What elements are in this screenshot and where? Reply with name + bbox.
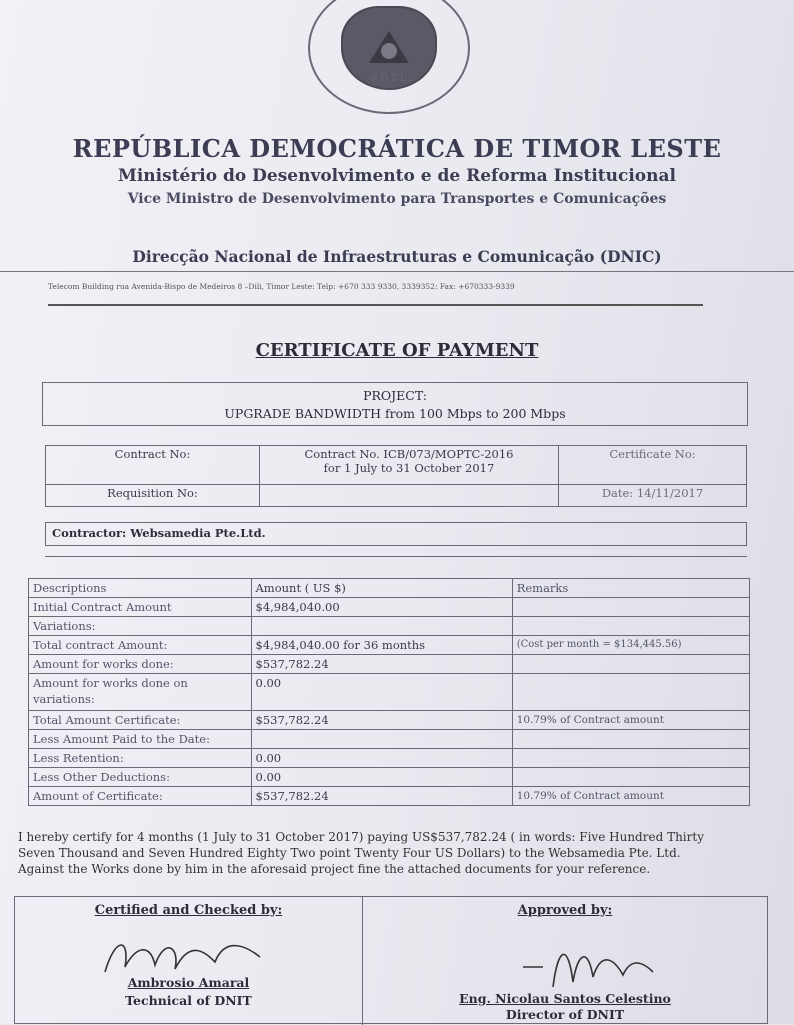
contractor-field: Contractor: Websamedia Pte.Ltd. <box>45 522 747 546</box>
row-amount: $4,984,040.00 for 36 months <box>251 636 512 655</box>
header-remarks: Remarks <box>512 579 749 598</box>
approved-by-heading: Approved by: <box>517 903 613 918</box>
payment-table <box>28 578 750 806</box>
row-description: Less Amount Paid to the Date: <box>29 730 252 749</box>
signature-right-icon <box>513 937 663 992</box>
contractor-divider <box>45 556 747 557</box>
address-divider <box>48 304 703 306</box>
row-amount: $537,782.24 <box>251 787 512 806</box>
row-remarks: 10.79% of Contract amount <box>512 787 749 806</box>
approved-by-section <box>363 897 767 1025</box>
header-divider <box>0 271 794 272</box>
project-label: PROJECT: <box>363 388 427 403</box>
project-name: UPGRADE BANDWIDTH from 100 Mbps to 200 Mbps <box>224 406 566 421</box>
requisition-no-value <box>260 485 559 507</box>
certification-paragraph: I hereby certify for 4 months (1 July to 31 October 2017) paying US$537,782.24 ( in words: Five Hundred Thirty Seven Thousand and Seven Hundred Eighty Two point Twenty Four US Dollars) to the Websamedia Pte. Ltd. Against the Works done by him in the aforesaid project fine the attached documents for your reference. <box>18 830 704 876</box>
row-amount <box>251 730 512 749</box>
vice-ministry-heading: Vice Ministro de Desenvolvimento para Transportes e Comunicações <box>127 191 667 207</box>
row-description: Amount of Certificate: <box>29 787 252 806</box>
ministry-heading: Ministério do Desenvolvimento e de Reforma Institucional <box>118 166 676 186</box>
contract-table <box>45 445 747 507</box>
table-row <box>29 787 750 806</box>
certified-by-section <box>15 897 363 1025</box>
row-description: Total contract Amount: <box>29 636 252 655</box>
header-amount: Amount ( US $) <box>251 579 512 598</box>
row-description: Amount for works done: <box>29 655 252 674</box>
row-remarks <box>512 674 749 711</box>
row-remarks <box>512 617 749 636</box>
certificate-no-label: Certificate No: <box>559 446 747 485</box>
table-row <box>29 730 750 749</box>
row-description: Less Retention: <box>29 749 252 768</box>
row-description: Variations: <box>29 617 252 636</box>
row-description: Initial Contract Amount <box>29 598 252 617</box>
table-header-row <box>29 579 750 598</box>
certifier-name: Ambrosio Amaral <box>127 975 250 990</box>
republic-heading: REPÚBLICA DEMOCRÁTICA DE TIMOR LESTE <box>72 134 722 163</box>
approver-name: Eng. Nicolau Santos Celestino <box>459 991 671 1006</box>
date-label: Date: 14/11/2017 <box>559 485 747 507</box>
row-remarks <box>512 598 749 617</box>
row-description: Amount for works done on variations: <box>29 674 252 711</box>
table-row <box>29 617 750 636</box>
signature-block <box>14 896 768 1024</box>
row-amount: $537,782.24 <box>251 711 512 730</box>
row-remarks: 10.79% of Contract amount <box>512 711 749 730</box>
table-row <box>29 749 750 768</box>
document-title: CERTIFICATE OF PAYMENT <box>255 340 539 361</box>
row-description: Total Amount Certificate: <box>29 711 252 730</box>
row-remarks: (Cost per month = $134,445.56) <box>512 636 749 655</box>
row-amount: $4,984,040.00 <box>251 598 512 617</box>
certified-by-heading: Certified and Checked by: <box>94 903 283 918</box>
table-row <box>29 711 750 730</box>
row-amount <box>251 617 512 636</box>
row-remarks <box>512 730 749 749</box>
row-description: Less Other Deductions: <box>29 768 252 787</box>
row-amount: 0.00 <box>251 749 512 768</box>
address-line: Telecom Building rua Avenida-Bispo de Medeiros 8 –Dili, Timor Leste: Telp: +670 333 9330, 3339352: Fax: +670333-9339 <box>48 282 515 291</box>
table-row <box>29 598 750 617</box>
row-amount: $537,782.24 <box>251 655 512 674</box>
project-box <box>42 382 748 426</box>
requisition-no-label: Requisition No: <box>46 485 260 507</box>
row-remarks <box>512 655 749 674</box>
table-row <box>29 655 750 674</box>
row-remarks <box>512 749 749 768</box>
table-row <box>29 768 750 787</box>
row-remarks <box>512 768 749 787</box>
certifier-role: Technical of DNIT <box>125 993 252 1008</box>
row-amount: 0.00 <box>251 674 512 711</box>
table-row <box>29 674 750 711</box>
approver-role: Director of DNIT <box>505 1007 625 1022</box>
national-seal <box>308 0 470 114</box>
contract-no-value-line1: Contract No. ICB/073/MOPTC-2016 <box>304 447 514 461</box>
row-amount: 0.00 <box>251 768 512 787</box>
contract-no-value-line2: for 1 July to 31 October 2017 <box>323 461 495 475</box>
seal-text: RDTL <box>371 74 409 84</box>
table-row <box>29 636 750 655</box>
header-descriptions: Descriptions <box>29 579 252 598</box>
contract-no-label: Contract No: <box>46 446 260 485</box>
contract-no-value <box>260 446 559 485</box>
directorate-heading: Direcção Nacional de Infraestruturas e Comunicação (DNIC) <box>132 247 662 266</box>
